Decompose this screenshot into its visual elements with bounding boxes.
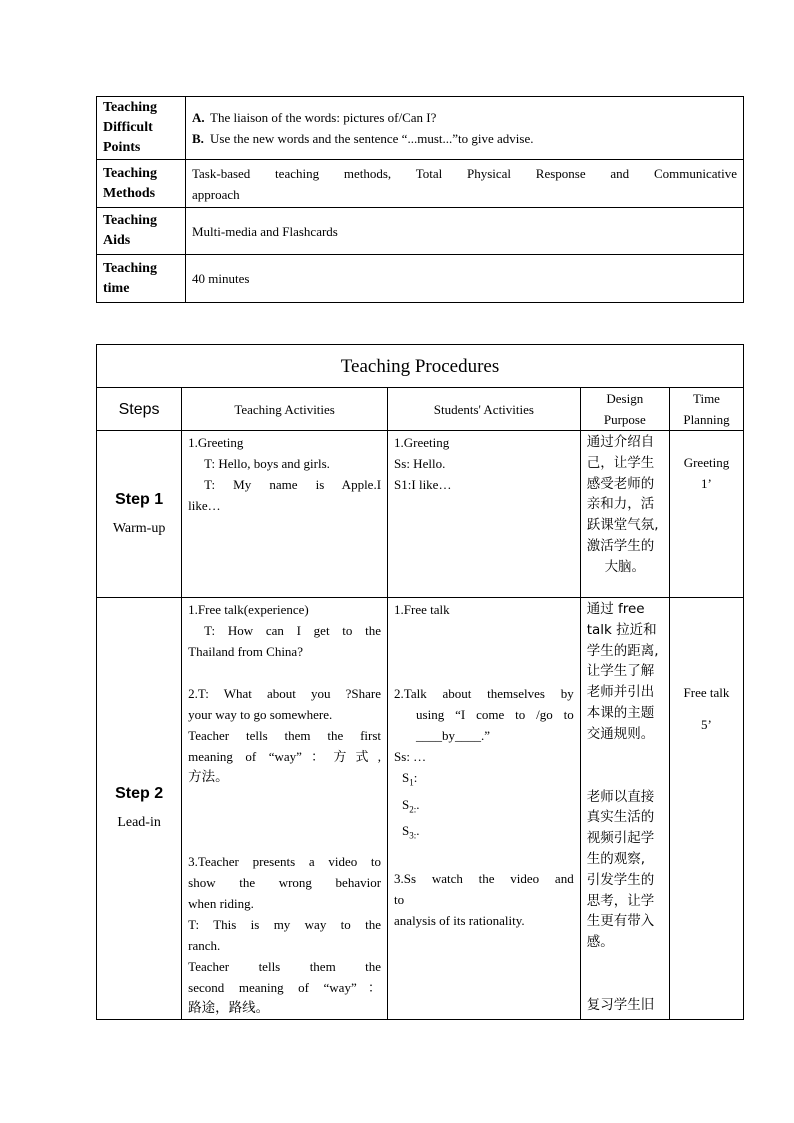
purpose-line: 通过介绍自 <box>586 434 655 450</box>
step1-teaching <box>182 431 388 598</box>
student-s1: $S_1$: <box>402 770 418 788</box>
label-line: Teaching <box>103 100 157 115</box>
methods-row <box>97 160 744 208</box>
step2-cell <box>97 598 182 1020</box>
time-line: Greeting <box>683 455 730 470</box>
activity-line: 3.Ss watch the video and <box>394 870 574 886</box>
activity-line: analysis of its rationality. <box>394 912 525 928</box>
step2-time <box>669 598 743 1020</box>
step2-row <box>97 598 744 1020</box>
label-line: Difficult <box>103 120 153 135</box>
step-subtitle: Lead-in <box>117 815 161 831</box>
step2-teaching <box>182 598 388 1020</box>
procedures-header-row <box>97 388 744 431</box>
step-subtitle: Warm-up <box>112 521 166 536</box>
purpose-line: 己，让学生 <box>586 454 655 471</box>
aids-row <box>97 208 744 255</box>
teaching-procedures-table <box>96 344 744 1020</box>
point-b <box>192 128 737 149</box>
step1-cell <box>97 431 182 598</box>
activity-line: your way to go somewhere. <box>188 707 333 722</box>
activity-line: 2.T: What about you ?Share <box>188 686 382 701</box>
activity-line: to <box>394 891 405 907</box>
header-line: Time <box>692 391 720 406</box>
purpose-line: talk 拉近和 <box>586 621 657 638</box>
purpose-line: 大脑。 <box>604 558 646 575</box>
purpose-line: 激活学生的 <box>586 537 655 554</box>
student-s3: $S_{3:}$. <box>402 823 420 841</box>
time-line: Free talk <box>683 685 730 700</box>
purpose-line: 感受老师的 <box>586 475 655 492</box>
activity-line: 1.Greeting <box>394 435 450 450</box>
activity-line: meaning of “way”：方式, <box>188 749 382 764</box>
purpose-line: 生的观察, <box>586 850 645 867</box>
label-line: Aids <box>103 233 131 248</box>
activity-line: Teacher tells them the <box>188 958 382 974</box>
procedures-title-row <box>97 345 744 388</box>
point-marker: A. <box>192 110 205 125</box>
step2-students <box>388 598 581 1020</box>
teaching-info-table <box>96 96 744 303</box>
point-a <box>192 107 737 128</box>
purpose-line: 亲和力，活 <box>586 496 655 513</box>
label-line: Methods <box>103 185 156 201</box>
purpose-line: 通过 free <box>586 601 645 617</box>
step1-row <box>97 431 744 598</box>
activity-line: show the wrong behavior <box>188 874 382 890</box>
difficult-points-label <box>97 97 186 160</box>
activity-line: Ss: … <box>394 749 427 764</box>
activity-line: when riding. <box>188 895 254 911</box>
aids-content: Multi-media and Flashcards <box>186 208 744 255</box>
purpose-line: 引发学生的 <box>586 871 655 888</box>
point-marker: B. <box>192 131 204 146</box>
activity-line: Teacher tells them the first <box>188 728 382 743</box>
activity-line: ranch. <box>188 937 221 953</box>
time-line: 5’ <box>701 717 712 732</box>
label-line: Teaching <box>103 213 157 228</box>
activity-line: second meaning of “way”： <box>188 979 382 995</box>
activity-line: like… <box>188 498 221 513</box>
procedures-title: Teaching Procedures <box>97 345 744 388</box>
activity-line: 路途，路线。 <box>188 999 270 1016</box>
purpose-line: 真实生活的 <box>586 809 655 826</box>
aids-label <box>97 208 186 255</box>
activity-line: Ss: Hello. <box>394 456 446 471</box>
activity-line: 1.Free talk <box>394 602 450 617</box>
activity-line: T: Hello, boys and girls. <box>204 456 330 471</box>
activity-line: 方法。 <box>188 769 229 785</box>
methods-text: approach <box>192 186 240 202</box>
purpose-line: 学生的距离, <box>586 642 659 659</box>
header-line: Purpose <box>603 412 646 427</box>
label-line: Teaching <box>103 165 157 181</box>
activity-line: S1:I like… <box>394 477 452 492</box>
step1-students <box>388 431 581 598</box>
label-line: Teaching <box>103 260 157 276</box>
purpose-line: 复习学生旧 <box>586 996 655 1013</box>
header-time-planning <box>669 388 743 431</box>
point-text: Use the new words and the sentence “...must...”to give advise. <box>210 131 534 146</box>
activity-line: T: My name is Apple.I <box>204 477 382 492</box>
header-line: Design <box>606 391 644 406</box>
student-s2: $S_{2:}$. <box>402 796 420 815</box>
difficult-points-content <box>186 97 744 160</box>
purpose-line: 生更有带入 <box>586 913 655 930</box>
step-name: Step 2 <box>115 785 164 803</box>
methods-content <box>186 160 744 208</box>
header-steps: Steps <box>97 388 182 431</box>
purpose-line: 跃课堂气氛, <box>586 517 659 534</box>
header-students-activities: Students' Activities <box>388 388 581 431</box>
time-label <box>97 255 186 303</box>
step2-purpose <box>580 598 669 1020</box>
activity-line: ____by____.” <box>416 728 491 743</box>
time-line: 1’ <box>701 476 712 491</box>
activity-line: 2.Talk about themselves by <box>394 686 574 701</box>
purpose-line: 视频引起学 <box>586 830 655 847</box>
activity-line: Thailand from China? <box>188 644 303 659</box>
header-design-purpose <box>580 388 669 431</box>
header-line: Planning <box>683 412 730 427</box>
purpose-line: 交通规则。 <box>586 725 655 742</box>
time-content: 40 minutes <box>186 255 744 303</box>
activity-line: 3.Teacher presents a video to <box>188 853 382 869</box>
purpose-line: 老师并引出 <box>586 684 655 701</box>
step-name: Step 1 <box>115 491 164 508</box>
purpose-line: 感。 <box>586 934 614 951</box>
header-teaching-activities: Teaching Activities <box>182 388 388 431</box>
step1-purpose <box>580 431 669 598</box>
label-line: Points <box>103 140 141 155</box>
difficult-points-row <box>97 97 744 160</box>
purpose-line: 让学生了解 <box>586 663 655 680</box>
activity-line: 1.Greeting <box>188 435 244 450</box>
activity-line: T: This is my way to the <box>188 916 382 932</box>
methods-text: Task-based teaching methods, Total Physical Response and Communicative <box>192 165 737 181</box>
methods-label <box>97 160 186 208</box>
activity-line: 1.Free talk(experience) <box>188 602 309 617</box>
purpose-line: 思考，让学 <box>586 892 655 909</box>
activity-line: using “I come to /go to <box>416 707 574 722</box>
activity-line: T: How can I get to the <box>204 623 382 638</box>
purpose-line: 老师以直接 <box>586 788 655 805</box>
time-row <box>97 255 744 303</box>
label-line: time <box>103 280 130 296</box>
step1-time <box>669 431 743 598</box>
point-text: The liaison of the words: pictures of/Can I? <box>210 110 437 125</box>
purpose-line: 本课的主题 <box>586 704 655 721</box>
